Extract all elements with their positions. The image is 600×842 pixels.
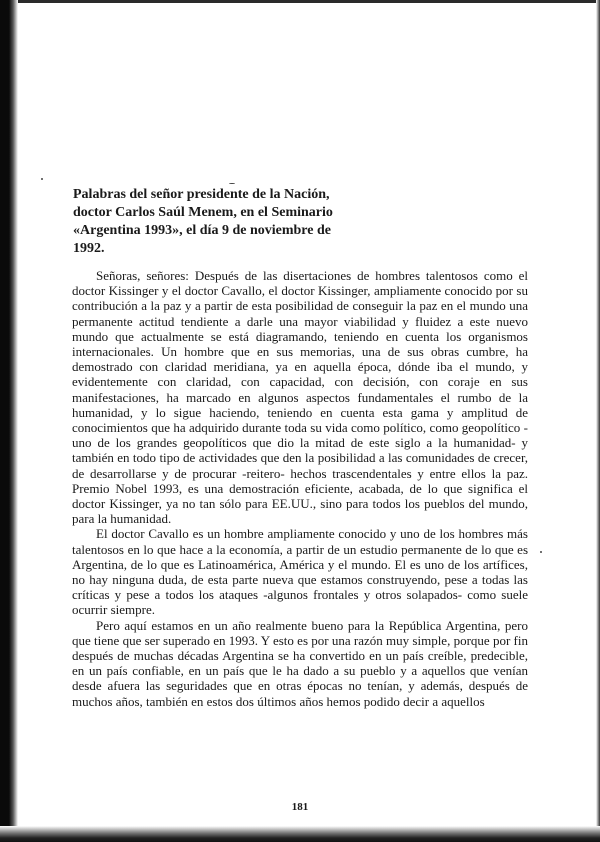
- page-number: 181: [291, 801, 309, 813]
- speech-heading: Palabras del señor presidente de la Nación, doctor Carlos Saúl Menem, en el Seminario «Argentina 1993», el día 9 de noviembre de 1992.: [73, 187, 333, 256]
- paragraph: El doctor Cavallo es un hombre ampliamente conocido y uno de los hombres más talentosos en lo que hace a la economía, a partir de un estudio permanente de lo que es Argentina, de lo que es Latinoamérica, América y el mundo. El es uno de los artífices, no hay ninguna duda, de esta parte nueva que estamos construyendo, pese a todas las críticas y pese a todos los ataques -algunos frontales y otros solapados- como suele ocurrir siempre.: [72, 526, 528, 618]
- scan-speck: [540, 551, 542, 553]
- paragraph: Pero aquí estamos en un año realmente bueno para la República Argentina, pero que tiene que ser superado en 1993. Y esto es por una razón muy simple, porque por fin después de muchas décadas Argentina se ha convertido en un país creíble, predecible, en un país confiable, en un país que le ha dado a su pueblo y a aquellos que venían desde afuera las seguridades que en otras épocas no tenían, y además, después de muchos años, también en estos dos últimos años hemos podido decir a aquellos: [72, 617, 528, 709]
- paragraph: Señoras, señores: Después de las disertaciones de hombres talentosos como el doctor Kissinger y el doctor Cavallo, el doctor Kissinger, ampliamente conocido por su contribución a la paz y a partir de esta posibilidad de conseguir la paz en el mundo una permanente actitud tendiente a darle una mayor viabilidad y fluidez a este nuevo mundo que actualmente se está diagramando, teniendo en cuenta los organismos internacionales. Un hombre que en sus memorias, una de sus obras cumbre, ha demostrado con claridad meridiana, ya en aquella época, dónde iba el mundo, y evidentemente con claridad, con capacidad, con decisión, con coraje en sus manifestaciones, ha marcado en algunos aspectos fundamentales el rumbo de la humanidad, y lo sigue haciendo, teniendo en cuenta esta gama y amplitud de conocimientos que ha adquirido durante toda su vida como político, como geopolítico -uno de los grandes geopolíticos que dio la mitad de este siglo a la humanidad- y también en todo tipo de actividades que den la posibilidad a las comunidades de crecer, de desarrollarse y de procurar -reitero- hechos trascendentales y entre ellos la paz. Premio Nobel 1993, es una demostración eficiente, acabada, de lo que significa el doctor Kissinger, ya no tan sólo para EE.UU., sino para todos los pueblos del mundo, para la humanidad.: [72, 268, 528, 527]
- speech-body: [72, 268, 528, 709]
- scan-speck: [229, 183, 235, 184]
- scan-border-left: [0, 0, 18, 842]
- scan-speck: [41, 178, 43, 180]
- scan-border-bottom: [0, 826, 600, 842]
- scan-border-top: [0, 0, 600, 3]
- scan-border-right: [596, 0, 600, 842]
